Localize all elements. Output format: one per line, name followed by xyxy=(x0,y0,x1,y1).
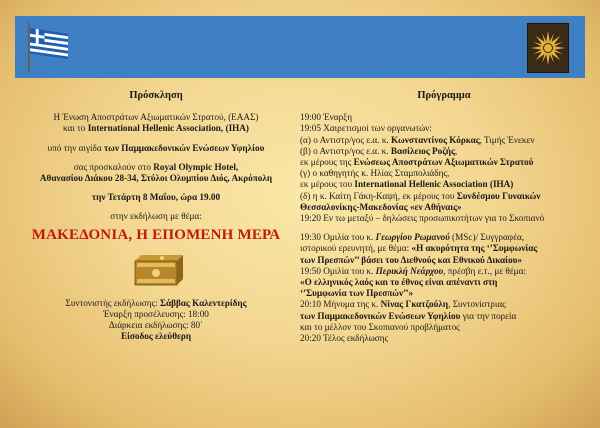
talk-2-speaker: Περικλή Νεάρχου xyxy=(375,265,444,276)
greeting-b-org-prefix: εκ μέρους της xyxy=(300,157,354,168)
greeting-c-org-name: International Hellenic Association (IHA) xyxy=(354,179,514,190)
program-column xyxy=(300,90,588,344)
auspices-name: των Παμμακεδονικών Ενώσεων Υφηλίου xyxy=(103,142,265,153)
golden-larnax-icon xyxy=(127,251,185,289)
organizer-eaas: Η Ένωση Αποστράτων Αξιωματικών Στρατού, (ΕΑΑΣ) xyxy=(53,112,259,123)
theme-intro: στην εκδήλωση με θέμα: xyxy=(110,211,202,222)
greeting-b-org-name: Ενώσεως Αποστράτων Αξιωματικών Στρατού xyxy=(353,157,534,168)
talk-2-topic-2: ‘’Συμφωνία των Πρεσπών’’» xyxy=(300,288,414,299)
invitation-heading: Πρόσκληση xyxy=(129,90,183,101)
event-title: ΜΑΚΕΔΟΝΙΑ, Η ΕΠΟΜΕΝΗ ΜΕΡΑ xyxy=(31,226,281,243)
program-heading: Πρόγραμμα xyxy=(417,90,471,101)
greeting-d-prefix: (δ) η κ. Καίτη Γάκη-Καψή, εκ μέρους του xyxy=(300,190,457,201)
moderator-line xyxy=(18,298,294,309)
vergina-sun-emblem xyxy=(527,23,569,73)
organizer-line xyxy=(18,112,294,123)
auspices-line xyxy=(18,143,294,154)
talk-2-topic: «Ο ελληνικός λαός και το έθνος είναι απέναντι στη xyxy=(300,277,498,288)
talk-1-suffix: (MSc)/ Συγγραφέα, xyxy=(449,232,525,243)
greeting-b-org xyxy=(300,157,588,168)
message-prefix: 20:10 Μήνυμα της κ. xyxy=(300,299,381,310)
event-date: την Τετάρτη 8 Μαΐου, ώρα 19.00 xyxy=(91,192,221,203)
greeting-a xyxy=(300,135,588,146)
talk-2-prefix: 19:50 Ομιλία του κ. xyxy=(300,265,376,276)
header-banner xyxy=(15,16,585,78)
venue-line xyxy=(18,162,294,173)
message-org-suffix: για την πορεία xyxy=(460,310,517,321)
greeting-b-prefix: (β) ο Αντιστρ/γος ε.α. κ. xyxy=(300,145,391,156)
greeting-d-org: Συνδέσμου Γυναικών xyxy=(456,190,541,201)
greeting-b-name: Βασίλειος Ροζής xyxy=(390,145,455,156)
greeting-a-name: Κωνσταντίνος Κόρκας xyxy=(391,134,480,145)
talk-2 xyxy=(300,266,588,277)
message xyxy=(300,299,588,310)
venue-prefix: σας προσκαλούν στο xyxy=(73,161,154,172)
moderator-prefix: Συντονιστής εκδήλωσης: xyxy=(65,297,160,308)
message-org: των Παμμακεδονικών Ενώσεων Υφηλίου xyxy=(300,310,461,321)
venue-address: Αθανασίου Διάκου 28-34, Στύλοι Ολυμπίου Διός, Ακρόπολη xyxy=(39,173,273,184)
greeting-c-org-prefix: εκ μέρους του xyxy=(300,179,355,190)
organizer-line-2 xyxy=(18,123,294,134)
message-topic: και το μέλλον του Σκοπιανού προβλήματος xyxy=(300,321,460,332)
greeting-d-org-2: Θεσσαλονίκης-Μακεδονίας «εν Αθήναις» xyxy=(300,201,462,212)
greeting-c: (γ) ο καθηγητής κ. Ηλίας Σταμπολιάδης, xyxy=(300,168,450,179)
invitation-column xyxy=(18,90,294,343)
talk-1-topic-prefix: ιστορικού ερευνητή, με θέμα: xyxy=(300,243,412,254)
free-entry: Είσοδος ελεύθερη xyxy=(120,331,192,342)
organizer-iha-prefix: και το xyxy=(62,123,88,134)
moderator-name: Σάββας Καλεντερίδης xyxy=(159,297,247,308)
greeting-b xyxy=(300,146,588,157)
message-org-line xyxy=(300,311,588,322)
duration: Διάρκεια εκδήλωσης: 80΄ xyxy=(108,320,204,331)
greek-flag-icon xyxy=(24,22,70,72)
greeting-c-org xyxy=(300,179,588,190)
talk-1 xyxy=(300,232,588,243)
program-item-start: 19:00 Έναρξη xyxy=(300,112,353,123)
vergina-sun-icon xyxy=(528,24,568,72)
start-time: Έναρξη προσέλευσης: 18:00 xyxy=(103,309,209,320)
program-item-end: 20:20 Τέλος εκδήλωσης xyxy=(300,333,389,344)
message-speaker: Νίνας Γκατζούλη xyxy=(380,299,449,310)
talk-1-topic: «Η ακυρότητα της ‘’Συμφωνίας xyxy=(411,243,538,254)
greeting-d xyxy=(300,191,588,202)
auspices-prefix: υπό την αιγίδα xyxy=(47,142,104,153)
greeting-b-suffix: , xyxy=(454,145,458,156)
venue-hotel: Royal Olympic Hotel, xyxy=(153,161,239,172)
talk-1-topic-2: των Πρεσπών’’ βάσει του Διεθνούς και Εθνικού Δικαίου» xyxy=(300,254,522,265)
message-suffix: , Συντονίστριας xyxy=(448,299,506,310)
talk-2-suffix: , πρέσβη ε.τ., με θέμα: xyxy=(443,265,526,276)
program-item-statements: 19:20 Εν τω μεταξύ – δηλώσεις προσωπικοτήτων για το Σκοπιανό xyxy=(300,213,545,224)
program-item-greetings: 19:05 Χαιρετισμοί των οργανωτών: xyxy=(300,123,432,134)
talk-1-prefix: 19:30 Ομιλία του κ. xyxy=(300,232,376,243)
greeting-a-prefix: (α) ο Αντιστρ/γος ε.α. κ. xyxy=(300,134,392,145)
organizer-iha: International Hellenic Association, (IHA) xyxy=(87,123,249,134)
talk-1-topic-line xyxy=(300,243,588,254)
greeting-a-suffix: , Τιμής Ένεκεν xyxy=(479,134,535,145)
talk-1-speaker: Γεωργίου Ρωμανού xyxy=(375,232,450,243)
